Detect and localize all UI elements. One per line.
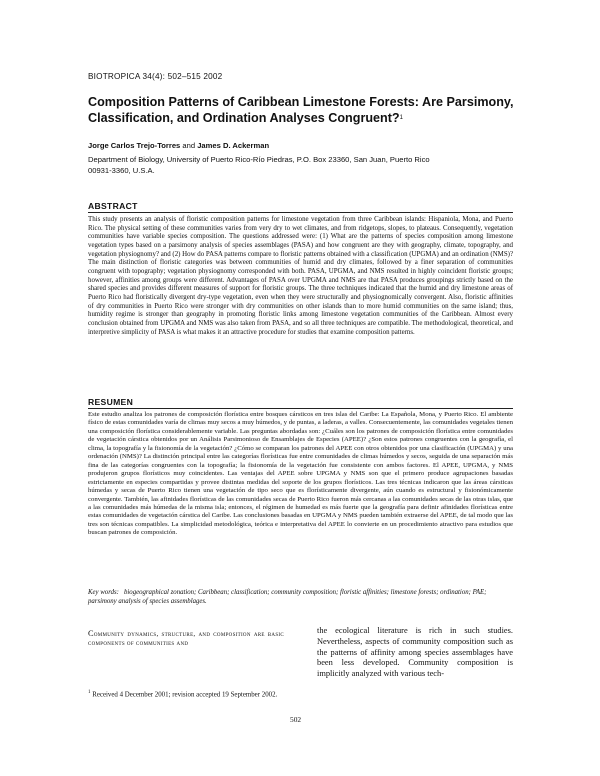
resumen-heading: RESUMEN — [88, 397, 134, 407]
affiliation: Department of Biology, University of Puerto Rico-Río Piedras, P.O. Box 23360, San Juan, Puerto Rico 00931-3360, U.S.A. — [88, 155, 430, 175]
author-connector: and — [182, 141, 196, 150]
body-column-right: the ecological literature is rich in such studies. Nevertheless, aspects of community composition such as the patterns of affinity among species assemblages have been less developed. Community composition is implicitly analyzed with various tech- — [317, 626, 513, 679]
keywords-text: biogeographical zonation; Caribbean; classification; community composition; floristic affinities; limestone forests; ordination; PAE; parsimony analysis of species assemblages. — [88, 589, 487, 605]
body-column-left — [88, 629, 284, 648]
keywords-label: Key words: — [88, 589, 119, 596]
article-title — [88, 94, 518, 126]
page-number: 502 — [290, 715, 302, 724]
keywords — [88, 589, 513, 607]
abstract-text: This study presents an analysis of floristic composition patterns for limestone vegetation from three Caribbean islands: Hispaniola, Mona, and Puerto Rico. The physical setting of these communities varies from very dry to wet climates, and from ridgetops, slopes, to plateaus. Consequently, vegetation communities have variable species composition. The questions addressed were: (1) What are the patterns of species composition among limestone vegetation types based on a parsimony analysis of species assemblages (PASA) and how congruent are they with geography, climate, topography, and vegetation physiognomy? and (2) How do PASA patterns compare to floristic patterns obtained with a classification (UPGMA) and an ordination (NMS)? The main distinction of floristic categories was between communities of humid and dry climates, followed by a finer separation of communities congruent with topography; vegetation physiognomy corresponded with both. PASA, UPGMA, and NMS resulted in highly coincident floristic groups; however, affinities among groups were different. Advantages of PASA over UPGMA and NMS are that PASA produces groupings strictly based on the shared species and provides different measures of support for floristic groups. The three techniques indicated that the humid and dry limestone areas of Puerto Rico had floristically divergent dry-type vegetation, even when they were structurally and physiognomically convergent. Also, floristic affinities of dry communities in Puerto Rico were stronger with dry communities on other islands than to more humid communities on the same island; thus, humidity regime is stronger than geography in promoting floristic links among limestone vegetation communities of the Caribbean. Almost every conclusion obtained from UPGMA and NMS was also taken from PASA, and so all three techniques are compatible. The methodological, theoretical, and interpretive simplicity of PASA is what makes it an attractive procedure for studies that examine composition patterns. — [88, 216, 513, 336]
footnote — [88, 688, 284, 699]
abstract-rule — [88, 212, 513, 213]
journal-citation: BIOTROPICA 34(4): 502–515 2002 — [88, 72, 223, 81]
resumen-text: Este estudio analiza los patrones de composición florística entre bosques cársticos en tres islas del Caribe: La Española, Mona, y Puerto Rico. El ambiente físico de estas comunidades varía de climas muy secos a muy húmedos, y de puntas, a laderas, a valles. Consecuentemente, las comunidades vegetales tienen una composición florística considerablemente variable. Las preguntas abordadas son: ¿Cuáles son los patrones de composición florística entre comunidades de vegetación cárstica obtenidos por un Análisis Parsimonioso de Ensamblajes de Especies (APEE)? ¿Son estos patrones congruentes con la geografía, el clima, la topografía y la fisionomía de la vegetación? ¿Cómo se comparan los patrones del APEE con otros obtenidos por una clasificación (UPGMA) y una ordenación (NMS)? La distinción principal entre las categorías florísticas fue entre comunidades de climas húmedos y secos, seguida de una separación más fina de las categorías congruentes con la topografía; la fisionomía de la vegetación fue consistente con ambos factores. El APEE, UPGMA, y NMS produjeron grupos florísticos muy coincidentes. Las ventajas del APEE sobre UPGMA y NMS son que el primero produce agrupaciones basadas estrictamente en especies compartidas y provee distintas medidas del soporte de los grupos florísticos. Las tres técnicas indicaron que las áreas cársticas húmedas y secas de Puerto Rico tienen una vegetación de tipo seco que es florísticamente divergente, aún cuando es estructural y fisionómicamente convergente. También, las afinidades florísticas de las comunidades secas de Puerto Rico fueron más cercanas a las comunidades secas de las otras islas, que a las comunidades más húmedas de la misma isla; entonces, el régimen de humedad es más fuerte que la geografía para definir afinidades florísticas entre estas comunidades de vegetación cárstica del Caribe. Las conclusiones basadas en UPGMA y NMS pueden también extraerse del APEE, de tal modo que las tres son técnicas compatibles. La simplicidad metodológica, teórica e interpretativa del APEE lo convierte en un procedimiento atractivo para estudios que buscan patrones de composición. — [88, 411, 513, 537]
author-name: Jorge Carlos Trejo-Torres — [88, 141, 181, 150]
abstract-heading: ABSTRACT — [88, 201, 138, 211]
drop-cap: C — [88, 629, 94, 638]
title-footnote-mark: 1 — [399, 115, 403, 121]
footnote-mark: 1 — [88, 690, 91, 695]
resumen-rule — [88, 408, 513, 409]
author-line — [88, 141, 269, 150]
body-left-text: ommunity dynamics, structure, and composition are basic components of communities and — [88, 631, 284, 648]
author-name: James D. Ackerman — [197, 141, 270, 150]
article-title-text: Composition Patterns of Caribbean Limestone Forests: Are Parsimony, Classification, and Ordination Analyses Congruent? — [88, 95, 514, 125]
footnote-text: Received 4 December 2001; revision accepted 19 September 2002. — [92, 691, 278, 699]
